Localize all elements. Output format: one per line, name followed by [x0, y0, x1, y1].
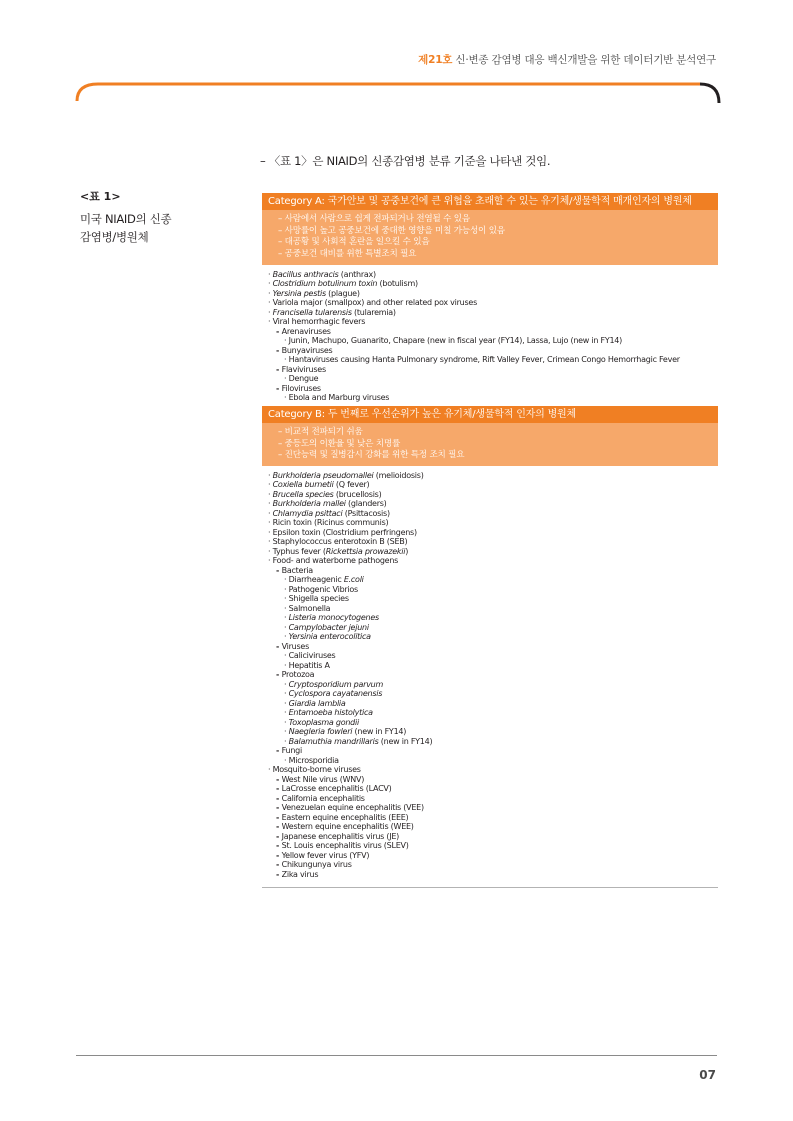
pathogen-scientific-name: Naegleria fowleri [288, 727, 353, 737]
bullet: · [268, 307, 273, 317]
bullet: - [276, 364, 282, 374]
pathogen-text: Staphylococcus enterotoxin B (SEB) [272, 537, 408, 547]
pathogen-text: Hantaviruses causing Hanta Pulmonary syndrome, Rift Valley Fever, Crimean Congo Hemorrhagic Fever [288, 355, 680, 365]
pathogen-item [268, 727, 718, 737]
pathogen-item [268, 490, 718, 500]
pathogen-scientific-name: Toxoplasma gondii [288, 717, 359, 727]
pathogen-item [268, 355, 718, 365]
bullet: - [276, 822, 282, 832]
issue-number: 제21호 [418, 54, 453, 66]
category-header [262, 406, 718, 423]
criteria-item: – 공중보건 대비를 위한 특별조치 필요 [278, 249, 417, 260]
bullet: - [276, 746, 282, 756]
pathogen-text: Bunyaviruses [281, 345, 333, 355]
pathogen-item [268, 737, 718, 747]
bullet: - [276, 641, 282, 651]
criteria-item: – 중등도의 이환율 및 낮은 치명률 [278, 438, 401, 449]
pathogen-text: Typhus fever ( [272, 546, 326, 556]
pathogen-text: Yellow fever virus (YFV) [281, 850, 370, 860]
bullet: · [284, 355, 289, 365]
pathogen-item [268, 746, 718, 756]
criteria-item: – 사람에서 사람으로 쉽게 전파되거나 전염될 수 있음 [278, 214, 470, 224]
pathogen-text: (plague) [325, 288, 360, 298]
pathogen-text: (anthrax) [338, 269, 376, 279]
pathogen-text: ) [405, 546, 409, 556]
bullet: · [268, 470, 273, 480]
footer-divider [76, 1055, 717, 1056]
pathogen-scientific-name: Burkholderia pseudomallei [272, 470, 374, 480]
bullet: · [268, 489, 273, 499]
pathogen-text: Protozoa [281, 670, 315, 680]
table-bottom-rule [262, 887, 718, 888]
bullet: · [284, 336, 289, 346]
pathogen-item [268, 298, 718, 308]
bullet: - [276, 869, 282, 879]
pathogen-scientific-name: Chlamydia psittaci [272, 508, 343, 518]
caption-line-1: 미국 NIAID의 신종 [80, 212, 172, 226]
pathogen-scientific-name: Entamoeba histolytica [288, 708, 373, 718]
pathogen-text: Dengue [288, 374, 319, 384]
pathogen-scientific-name: Giardia lamblia [288, 698, 346, 708]
pathogen-scientific-name: Clostridium botulinum toxin [272, 279, 378, 289]
pathogen-item [268, 680, 718, 690]
bullet: · [284, 698, 289, 708]
pathogen-item [268, 346, 718, 356]
criteria-item: – 대공황 및 사회적 혼란을 일으킬 수 있음 [278, 237, 430, 248]
category-description: 두 번째로 우선순위가 높은 유기체/생물학적 인자의 병원체 [324, 408, 576, 420]
bullet: · [284, 689, 289, 699]
pathogen-item [268, 279, 718, 289]
bullet: · [284, 727, 289, 737]
category-criteria [262, 210, 718, 265]
pathogen-text: Junin, Machupo, Guanarito, Chapare (new in fiscal year (FY14), Lassa, Lujo (new in FY14) [288, 336, 623, 346]
pathogen-text: Flaviviruses [281, 364, 326, 374]
bullet: · [284, 374, 289, 384]
pathogen-item [268, 765, 718, 775]
pathogen-item [268, 528, 718, 538]
pathogen-item [268, 308, 718, 318]
category-header [262, 193, 718, 210]
pathogen-text: Bacteria [281, 565, 313, 575]
pathogen-scientific-name: Campylobacter jejuni [288, 622, 369, 632]
pathogen-text: Hepatitis A [288, 660, 330, 670]
criteria-item: – 비교적 전파되기 쉬움 [278, 426, 363, 437]
bullet: - [276, 831, 282, 841]
pathogen-text: Food- and waterborne pathogens [272, 556, 399, 566]
pathogen-item [268, 336, 718, 346]
bullet: - [276, 345, 282, 355]
bullet: · [268, 765, 273, 775]
pathogen-item [268, 537, 718, 547]
bullet: · [268, 298, 273, 308]
pathogen-scientific-name: Bacillus anthracis [272, 269, 339, 279]
bullet: · [268, 480, 273, 490]
bullet: - [276, 812, 282, 822]
bullet: · [284, 603, 289, 613]
bullet: - [276, 793, 282, 803]
pathogen-item [268, 832, 718, 842]
pathogen-item [268, 784, 718, 794]
table-caption [80, 188, 240, 246]
pathogen-text: Chikungunya virus [281, 860, 352, 870]
pathogen-text: Mosquito-borne viruses [272, 765, 361, 775]
bullet: - [276, 565, 282, 575]
pathogen-text: (tularemia) [351, 307, 396, 317]
pathogen-item [268, 623, 718, 633]
pathogen-item [268, 317, 718, 327]
bullet: - [276, 860, 282, 870]
pathogen-item [268, 289, 718, 299]
bullet: · [284, 660, 289, 670]
bullet: · [268, 537, 273, 547]
bullet: · [284, 651, 289, 661]
pathogen-scientific-name: Burkholderia mallei [272, 499, 346, 509]
bullet: - [276, 803, 282, 813]
bullet: · [268, 527, 273, 537]
pathogen-text: (botulism) [377, 279, 418, 289]
pathogen-scientific-name: Cryptosporidium parvum [288, 679, 384, 689]
pathogen-text: (brucellosis) [333, 489, 382, 499]
pathogen-item [268, 689, 718, 699]
pathogen-text: (new in FY14) [352, 727, 407, 737]
pathogen-item [268, 547, 718, 557]
pathogen-item [268, 708, 718, 718]
pathogen-text: Diarrheagenic [288, 575, 344, 585]
running-header [418, 52, 716, 67]
pathogen-item [268, 499, 718, 509]
pathogen-item [268, 822, 718, 832]
bullet: · [268, 508, 273, 518]
bullet: - [276, 383, 282, 393]
pathogen-item [268, 670, 718, 680]
pathogen-item [268, 509, 718, 519]
pathogen-item [268, 575, 718, 585]
pathogen-text: (new in FY14) [378, 736, 433, 746]
bullet: - [276, 841, 282, 851]
pathogen-text: California encephalitis [281, 793, 365, 803]
pathogen-item [268, 813, 718, 823]
bullet: · [268, 546, 273, 556]
pathogen-scientific-name: Francisella tularensis [272, 307, 352, 317]
pathogen-text: Ebola and Marburg viruses [288, 393, 390, 403]
pathogen-text: St. Louis encephalitis virus (SLEV) [281, 841, 409, 851]
pathogen-text: Epsilon toxin (Clostridium perfringens) [272, 527, 417, 537]
pathogen-item [268, 718, 718, 728]
report-title: 신·변종 감염병 대응 백신개발을 위한 데이터기반 분석연구 [455, 54, 716, 66]
bullet: - [276, 850, 282, 860]
pathogen-scientific-name: Listeria monocytogenes [288, 613, 379, 623]
pathogen-text: (Psittacosis) [342, 508, 390, 518]
pathogen-scientific-name: Coxiella burnetii [272, 480, 334, 490]
pathogen-item [268, 480, 718, 490]
bullet: · [284, 584, 289, 594]
pathogen-scientific-name: Yersinia enterocolitica [288, 632, 371, 642]
pathogen-item [268, 365, 718, 375]
pathogen-text: Ricin toxin (Ricinus communis) [272, 518, 389, 528]
pathogen-text: (Q fever) [333, 480, 370, 490]
criteria-item: – 진단능력 및 질병감시 강화를 위한 특정 조치 필요 [278, 450, 465, 461]
pathogen-text: (glanders) [345, 499, 387, 509]
pathogen-text: Filoviruses [281, 383, 321, 393]
bullet: - [276, 326, 282, 336]
bullet: · [268, 317, 273, 327]
pathogen-item [268, 699, 718, 709]
bullet: - [276, 774, 282, 784]
pathogen-text: Venezuelan equine encephalitis (VEE) [281, 803, 424, 813]
pathogen-text: Microsporidia [288, 755, 339, 765]
pathogen-text: Viral hemorrhagic fevers [272, 317, 366, 327]
pathogen-item [268, 851, 718, 861]
pathogen-item [268, 870, 718, 880]
pathogen-item [268, 756, 718, 766]
page-number: 07 [699, 1068, 716, 1082]
criteria-item: – 사망률이 높고 공중보건에 중대한 영향을 미칠 가능성이 있음 [278, 225, 505, 236]
pathogen-scientific-name: Balamuthia mandrillaris [288, 736, 379, 746]
pathogen-item [268, 384, 718, 394]
pathogen-item [268, 374, 718, 384]
pathogen-text: Caliciviruses [288, 651, 336, 661]
pathogen-text: Fungi [281, 746, 302, 756]
bullet: · [284, 632, 289, 642]
pathogen-scientific-name: Brucella species [272, 489, 334, 499]
pathogen-item [268, 651, 718, 661]
pathogen-item [268, 270, 718, 280]
pathogen-item [268, 613, 718, 623]
bullet: · [284, 594, 289, 604]
pathogen-item [268, 556, 718, 566]
pathogen-text: West Nile virus (WNV) [281, 774, 365, 784]
pathogen-item [268, 594, 718, 604]
pathogen-item [268, 661, 718, 671]
category-label: Category A: [268, 196, 325, 207]
pathogen-list [262, 466, 718, 883]
pathogen-item [268, 775, 718, 785]
bullet: · [284, 575, 289, 585]
pathogen-item [268, 327, 718, 337]
pathogen-text: Japanese encephalitis virus (JE) [281, 831, 400, 841]
pathogen-item [268, 642, 718, 652]
bullet: · [284, 679, 289, 689]
bullet: - [276, 784, 282, 794]
pathogen-scientific-name: Cyclospora cayatanensis [288, 689, 383, 699]
bullet: · [268, 556, 273, 566]
table-label: <표 1> [80, 190, 121, 203]
caption-line-2: 감염병/병원체 [80, 230, 149, 244]
pathogen-text: Salmonella [288, 603, 331, 613]
category-criteria [262, 423, 718, 466]
pathogen-item [268, 585, 718, 595]
pathogen-text: Western equine encephalitis (WEE) [281, 822, 414, 832]
pathogen-text: LaCrosse encephalitis (LACV) [281, 784, 392, 794]
bullet: · [284, 708, 289, 718]
bullet: · [268, 269, 273, 279]
bullet: · [284, 755, 289, 765]
pathogen-item [268, 471, 718, 481]
pathogen-text: Variola major (smallpox) and other related pox viruses [272, 298, 477, 308]
bullet: · [284, 736, 289, 746]
pathogen-text: Zika virus [281, 869, 319, 879]
bullet: · [284, 613, 289, 623]
pathogen-scientific-name: E.coli [343, 575, 364, 585]
pathogen-item [268, 604, 718, 614]
bullet: · [284, 393, 289, 403]
category-label: Category B: [268, 408, 325, 420]
pathogen-text: Shigella species [288, 594, 349, 604]
pathogen-item [268, 841, 718, 851]
intro-text: – 〈표 1〉은 NIAID의 신종감염병 분류 기준을 나타낸 것임. [260, 154, 551, 168]
pathogen-item [268, 393, 718, 403]
pathogen-list [262, 265, 718, 406]
pathogen-text: Pathogenic Vibrios [288, 584, 358, 594]
pathogen-item [268, 794, 718, 804]
bullet: · [268, 499, 273, 509]
pathogen-scientific-name: Yersinia pestis [272, 288, 326, 298]
pathogen-item [268, 518, 718, 528]
niaid-category-table [262, 193, 718, 888]
category-description: 국가안보 및 공중보건에 큰 위협을 초래할 수 있는 유기체/생물학적 매개인자의 병원체 [324, 196, 692, 207]
pathogen-item [268, 632, 718, 642]
bullet: · [268, 279, 273, 289]
pathogen-text: Arenaviruses [281, 326, 331, 336]
bullet: · [268, 288, 273, 298]
bullet: · [284, 622, 289, 632]
bullet: - [276, 670, 282, 680]
pathogen-scientific-name: Rickettsia prowazekii [325, 546, 406, 556]
pathogen-item [268, 860, 718, 870]
pathogen-item [268, 566, 718, 576]
pathogen-text: Viruses [281, 641, 309, 651]
bullet: · [284, 717, 289, 727]
pathogen-item [268, 803, 718, 813]
pathogen-text: Eastern equine encephalitis (EEE) [281, 812, 409, 822]
pathogen-text: (melioidosis) [373, 470, 424, 480]
bullet: · [268, 518, 273, 528]
